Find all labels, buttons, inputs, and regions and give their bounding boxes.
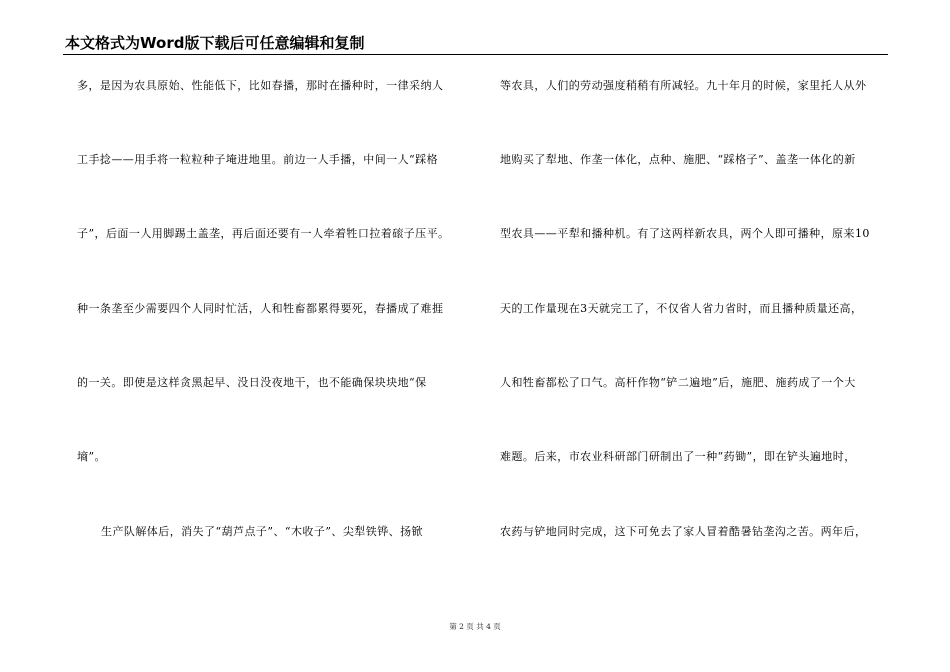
document-header-title: 本文格式为Word版下载后可任意编辑和复制 — [65, 34, 365, 52]
paragraph-line: 地购买了犁地、作垄一体化，点种、施肥、“踩格子”、盖垄一体化的新 — [500, 153, 856, 166]
paragraph-line: 工手捻——用手将一粒粒种子埯进地里。前边一人手播，中间一人“踩格 — [77, 153, 439, 166]
paragraph-line: 多，是因为农具原始、性能低下，比如春播，那时在播种时，一律采纳人 — [77, 79, 444, 92]
paragraph-line: 人和牲畜都松了口气。高杆作物“铲二遍地”后，施肥、施药成了一个大 — [500, 376, 856, 389]
header-divider — [63, 54, 888, 55]
paragraph-line: 难题。后来，市农业科研部门研制出了一种“药锄”，即在铲头遍地时， — [500, 450, 856, 463]
paragraph-line: 的一关。即使是这样贪黑起早、没日没夜地干，也不能确保块块地“保 — [77, 376, 427, 389]
paragraph-line: 生产队解体后，消失了“葫芦点子”、“木收子”、尖犁铁铧、扬锨 — [101, 525, 423, 538]
paragraph-line: 种一条垄至少需要四个人同时忙活，人和牲畜都累得要死，春播成了难捱 — [77, 302, 444, 315]
page-number: 第 2 页 共 4 页 — [449, 622, 501, 631]
paragraph-line: 农药与铲地同时完成，这下可免去了家人冒着酷暑钻垄沟之苦。两年后， — [500, 525, 867, 538]
paragraph-line: 天的工作量现在3天就完工了，不仅省人省力省时，而且播种质量还高， — [500, 302, 863, 315]
paragraph-line: 等农具，人们的劳动强度稍稍有所减轻。九十年月的时候，家里托人从外 — [500, 79, 867, 92]
paragraph-line: 型农具——平犁和播种机。有了这两样新农具，两个人即可播种，原来10 — [500, 227, 870, 240]
paragraph-line: 墒”。 — [77, 450, 106, 463]
paragraph-line: 子”，后面一人用脚踢土盖垄，再后面还要有一人牵着牲口拉着磙子压平。 — [77, 227, 450, 240]
